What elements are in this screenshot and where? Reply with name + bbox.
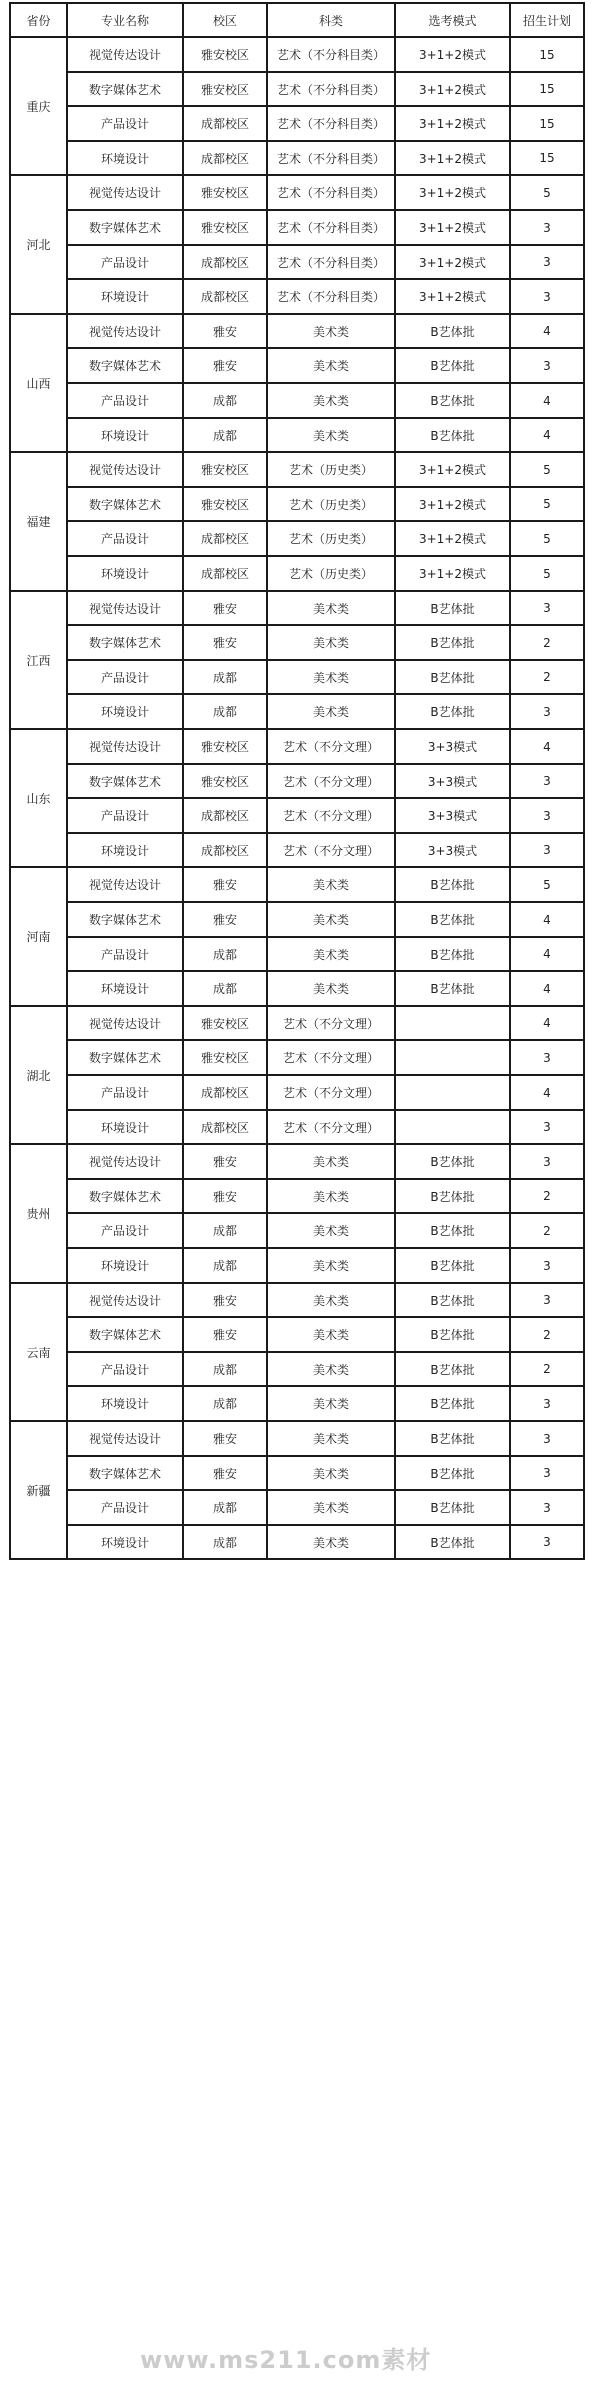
quota-cell: 5 bbox=[511, 868, 585, 903]
campus-cell: 雅安 bbox=[184, 592, 268, 626]
campus-cell: 成都 bbox=[184, 384, 268, 419]
exam-mode-cell: 3+3模式 bbox=[396, 765, 511, 799]
quota-cell: 4 bbox=[511, 1076, 585, 1111]
major-cell: 产品设计 bbox=[68, 384, 184, 419]
campus-cell: 雅安校区 bbox=[184, 1041, 268, 1076]
campus-cell: 成都校区 bbox=[184, 557, 268, 592]
quota-cell: 3 bbox=[511, 695, 585, 730]
quota-cell: 2 bbox=[511, 1214, 585, 1249]
exam-mode-cell bbox=[396, 1111, 511, 1145]
major-cell: 环境设计 bbox=[68, 280, 184, 315]
major-cell: 视觉传达设计 bbox=[68, 453, 184, 488]
category-cell: 艺术（历史类） bbox=[268, 488, 396, 522]
category-cell: 艺术（不分科目类） bbox=[268, 246, 396, 280]
category-cell: 美术类 bbox=[268, 384, 396, 419]
category-cell: 美术类 bbox=[268, 695, 396, 730]
quota-cell: 5 bbox=[511, 557, 585, 592]
province-cell: 山西 bbox=[9, 315, 68, 453]
quota-cell: 3 bbox=[511, 280, 585, 315]
exam-mode-cell: 3+1+2模式 bbox=[396, 488, 511, 522]
campus-cell: 雅安校区 bbox=[184, 1007, 268, 1041]
exam-mode-cell: B艺体批 bbox=[396, 903, 511, 938]
exam-mode-cell: B艺体批 bbox=[396, 1457, 511, 1491]
category-cell: 美术类 bbox=[268, 972, 396, 1007]
campus-cell: 雅安 bbox=[184, 1180, 268, 1214]
category-cell: 美术类 bbox=[268, 349, 396, 384]
quota-cell: 3 bbox=[511, 765, 585, 799]
campus-cell: 雅安 bbox=[184, 1284, 268, 1318]
campus-cell: 成都校区 bbox=[184, 280, 268, 315]
province-cell: 河南 bbox=[9, 868, 68, 1007]
exam-mode-cell: B艺体批 bbox=[396, 1214, 511, 1249]
exam-mode-cell: B艺体批 bbox=[396, 1491, 511, 1526]
quota-cell: 15 bbox=[511, 107, 585, 142]
major-cell: 数字媒体艺术 bbox=[68, 626, 184, 661]
campus-cell: 成都校区 bbox=[184, 246, 268, 280]
major-cell: 环境设计 bbox=[68, 1387, 184, 1422]
quota-cell: 3 bbox=[511, 799, 585, 834]
campus-cell: 成都 bbox=[184, 938, 268, 972]
major-cell: 数字媒体艺术 bbox=[68, 1457, 184, 1491]
exam-mode-cell: B艺体批 bbox=[396, 1526, 511, 1560]
exam-mode-cell: B艺体批 bbox=[396, 1284, 511, 1318]
quota-cell: 2 bbox=[511, 1353, 585, 1387]
header-campus: 校区 bbox=[184, 2, 268, 38]
category-cell: 美术类 bbox=[268, 592, 396, 626]
exam-mode-cell: B艺体批 bbox=[396, 1387, 511, 1422]
province-cell: 福建 bbox=[9, 453, 68, 592]
category-cell: 艺术（不分文理） bbox=[268, 765, 396, 799]
campus-cell: 成都校区 bbox=[184, 1111, 268, 1145]
category-cell: 艺术（不分文理） bbox=[268, 730, 396, 765]
quota-cell: 2 bbox=[511, 626, 585, 661]
exam-mode-cell: B艺体批 bbox=[396, 1353, 511, 1387]
major-cell: 环境设计 bbox=[68, 557, 184, 592]
exam-mode-cell: B艺体批 bbox=[396, 661, 511, 695]
exam-mode-cell: 3+1+2模式 bbox=[396, 176, 511, 211]
category-cell: 美术类 bbox=[268, 903, 396, 938]
major-cell: 产品设计 bbox=[68, 938, 184, 972]
exam-mode-cell: B艺体批 bbox=[396, 315, 511, 349]
watermark: www.ms211.com素材 bbox=[140, 2346, 432, 2374]
category-cell: 艺术（不分科目类） bbox=[268, 211, 396, 246]
campus-cell: 雅安 bbox=[184, 1457, 268, 1491]
major-cell: 视觉传达设计 bbox=[68, 1007, 184, 1041]
quota-cell: 4 bbox=[511, 419, 585, 453]
major-cell: 视觉传达设计 bbox=[68, 1284, 184, 1318]
exam-mode-cell: 3+1+2模式 bbox=[396, 453, 511, 488]
major-cell: 产品设计 bbox=[68, 1491, 184, 1526]
category-cell: 艺术（历史类） bbox=[268, 453, 396, 488]
major-cell: 视觉传达设计 bbox=[68, 592, 184, 626]
major-cell: 数字媒体艺术 bbox=[68, 903, 184, 938]
exam-mode-cell: 3+1+2模式 bbox=[396, 522, 511, 557]
category-cell: 艺术（不分文理） bbox=[268, 1007, 396, 1041]
campus-cell: 成都 bbox=[184, 1526, 268, 1560]
category-cell: 艺术（不分文理） bbox=[268, 799, 396, 834]
campus-cell: 成都校区 bbox=[184, 1076, 268, 1111]
exam-mode-cell bbox=[396, 1007, 511, 1041]
category-cell: 艺术（不分科目类） bbox=[268, 38, 396, 73]
major-cell: 环境设计 bbox=[68, 1249, 184, 1284]
campus-cell: 成都 bbox=[184, 972, 268, 1007]
exam-mode-cell: 3+1+2模式 bbox=[396, 142, 511, 176]
quota-cell: 4 bbox=[511, 315, 585, 349]
quota-cell: 3 bbox=[511, 349, 585, 384]
campus-cell: 雅安校区 bbox=[184, 211, 268, 246]
exam-mode-cell bbox=[396, 1076, 511, 1111]
exam-mode-cell bbox=[396, 1041, 511, 1076]
header-quota: 招生计划 bbox=[511, 2, 585, 38]
category-cell: 艺术（不分文理） bbox=[268, 834, 396, 868]
campus-cell: 成都校区 bbox=[184, 799, 268, 834]
campus-cell: 成都 bbox=[184, 1249, 268, 1284]
province-cell: 贵州 bbox=[9, 1145, 68, 1284]
major-cell: 环境设计 bbox=[68, 1526, 184, 1560]
campus-cell: 成都 bbox=[184, 695, 268, 730]
exam-mode-cell: 3+1+2模式 bbox=[396, 38, 511, 73]
major-cell: 产品设计 bbox=[68, 661, 184, 695]
major-cell: 视觉传达设计 bbox=[68, 176, 184, 211]
major-cell: 数字媒体艺术 bbox=[68, 488, 184, 522]
exam-mode-cell: B艺体批 bbox=[396, 384, 511, 419]
quota-cell: 3 bbox=[511, 592, 585, 626]
exam-mode-cell: 3+3模式 bbox=[396, 799, 511, 834]
quota-cell: 3 bbox=[511, 246, 585, 280]
quota-cell: 3 bbox=[511, 1387, 585, 1422]
quota-cell: 3 bbox=[511, 1145, 585, 1180]
major-cell: 视觉传达设计 bbox=[68, 868, 184, 903]
exam-mode-cell: B艺体批 bbox=[396, 695, 511, 730]
quota-cell: 3 bbox=[511, 1041, 585, 1076]
category-cell: 艺术（历史类） bbox=[268, 557, 396, 592]
category-cell: 美术类 bbox=[268, 1284, 396, 1318]
campus-cell: 雅安 bbox=[184, 868, 268, 903]
major-cell: 数字媒体艺术 bbox=[68, 73, 184, 107]
major-cell: 视觉传达设计 bbox=[68, 1145, 184, 1180]
exam-mode-cell: B艺体批 bbox=[396, 938, 511, 972]
major-cell: 数字媒体艺术 bbox=[68, 349, 184, 384]
header-category: 科类 bbox=[268, 2, 396, 38]
category-cell: 美术类 bbox=[268, 1526, 396, 1560]
exam-mode-cell: 3+1+2模式 bbox=[396, 73, 511, 107]
province-cell: 江西 bbox=[9, 592, 68, 730]
category-cell: 美术类 bbox=[268, 938, 396, 972]
province-cell: 湖北 bbox=[9, 1007, 68, 1145]
campus-cell: 雅安 bbox=[184, 315, 268, 349]
category-cell: 艺术（历史类） bbox=[268, 522, 396, 557]
campus-cell: 成都校区 bbox=[184, 834, 268, 868]
campus-cell: 雅安 bbox=[184, 1318, 268, 1353]
campus-cell: 成都校区 bbox=[184, 107, 268, 142]
quota-cell: 3 bbox=[511, 1284, 585, 1318]
category-cell: 艺术（不分科目类） bbox=[268, 107, 396, 142]
exam-mode-cell: B艺体批 bbox=[396, 1249, 511, 1284]
header-province: 省份 bbox=[9, 2, 68, 38]
category-cell: 美术类 bbox=[268, 868, 396, 903]
major-cell: 数字媒体艺术 bbox=[68, 211, 184, 246]
major-cell: 环境设计 bbox=[68, 834, 184, 868]
major-cell: 视觉传达设计 bbox=[68, 730, 184, 765]
major-cell: 环境设计 bbox=[68, 695, 184, 730]
quota-cell: 3 bbox=[511, 1249, 585, 1284]
exam-mode-cell: 3+3模式 bbox=[396, 730, 511, 765]
quota-cell: 3 bbox=[511, 1422, 585, 1457]
quota-cell: 5 bbox=[511, 522, 585, 557]
exam-mode-cell: 3+1+2模式 bbox=[396, 246, 511, 280]
major-cell: 数字媒体艺术 bbox=[68, 1180, 184, 1214]
campus-cell: 雅安 bbox=[184, 903, 268, 938]
exam-mode-cell: B艺体批 bbox=[396, 349, 511, 384]
category-cell: 艺术（不分文理） bbox=[268, 1111, 396, 1145]
quota-cell: 15 bbox=[511, 73, 585, 107]
province-cell: 新疆 bbox=[9, 1422, 68, 1560]
exam-mode-cell: B艺体批 bbox=[396, 1145, 511, 1180]
major-cell: 产品设计 bbox=[68, 522, 184, 557]
category-cell: 美术类 bbox=[268, 1145, 396, 1180]
quota-cell: 3 bbox=[511, 1526, 585, 1560]
header-exam-mode: 选考模式 bbox=[396, 2, 511, 38]
major-cell: 视觉传达设计 bbox=[68, 315, 184, 349]
major-cell: 产品设计 bbox=[68, 1214, 184, 1249]
quota-cell: 4 bbox=[511, 730, 585, 765]
category-cell: 美术类 bbox=[268, 626, 396, 661]
campus-cell: 雅安校区 bbox=[184, 453, 268, 488]
campus-cell: 雅安校区 bbox=[184, 765, 268, 799]
quota-cell: 3 bbox=[511, 1111, 585, 1145]
exam-mode-cell: B艺体批 bbox=[396, 972, 511, 1007]
major-cell: 数字媒体艺术 bbox=[68, 765, 184, 799]
campus-cell: 雅安 bbox=[184, 626, 268, 661]
major-cell: 产品设计 bbox=[68, 1353, 184, 1387]
category-cell: 美术类 bbox=[268, 1249, 396, 1284]
major-cell: 环境设计 bbox=[68, 419, 184, 453]
quota-cell: 4 bbox=[511, 1007, 585, 1041]
quota-cell: 4 bbox=[511, 938, 585, 972]
quota-cell: 2 bbox=[511, 1180, 585, 1214]
campus-cell: 雅安 bbox=[184, 349, 268, 384]
category-cell: 美术类 bbox=[268, 1491, 396, 1526]
campus-cell: 成都 bbox=[184, 1387, 268, 1422]
exam-mode-cell: B艺体批 bbox=[396, 868, 511, 903]
exam-mode-cell: B艺体批 bbox=[396, 419, 511, 453]
category-cell: 艺术（不分文理） bbox=[268, 1076, 396, 1111]
campus-cell: 成都校区 bbox=[184, 522, 268, 557]
campus-cell: 雅安 bbox=[184, 1422, 268, 1457]
exam-mode-cell: 3+1+2模式 bbox=[396, 280, 511, 315]
campus-cell: 成都校区 bbox=[184, 142, 268, 176]
province-cell: 云南 bbox=[9, 1284, 68, 1422]
quota-cell: 3 bbox=[511, 211, 585, 246]
quota-cell: 4 bbox=[511, 903, 585, 938]
exam-mode-cell: B艺体批 bbox=[396, 1318, 511, 1353]
category-cell: 美术类 bbox=[268, 1318, 396, 1353]
exam-mode-cell: 3+3模式 bbox=[396, 834, 511, 868]
campus-cell: 雅安校区 bbox=[184, 176, 268, 211]
quota-cell: 3 bbox=[511, 1457, 585, 1491]
quota-cell: 4 bbox=[511, 384, 585, 419]
category-cell: 美术类 bbox=[268, 1457, 396, 1491]
exam-mode-cell: 3+1+2模式 bbox=[396, 107, 511, 142]
category-cell: 美术类 bbox=[268, 1353, 396, 1387]
exam-mode-cell: B艺体批 bbox=[396, 592, 511, 626]
campus-cell: 成都 bbox=[184, 419, 268, 453]
major-cell: 视觉传达设计 bbox=[68, 1422, 184, 1457]
major-cell: 环境设计 bbox=[68, 972, 184, 1007]
major-cell: 环境设计 bbox=[68, 1111, 184, 1145]
major-cell: 产品设计 bbox=[68, 799, 184, 834]
province-cell: 山东 bbox=[9, 730, 68, 868]
quota-cell: 2 bbox=[511, 661, 585, 695]
campus-cell: 雅安 bbox=[184, 1145, 268, 1180]
major-cell: 产品设计 bbox=[68, 1076, 184, 1111]
major-cell: 数字媒体艺术 bbox=[68, 1318, 184, 1353]
exam-mode-cell: 3+1+2模式 bbox=[396, 557, 511, 592]
campus-cell: 雅安校区 bbox=[184, 38, 268, 73]
campus-cell: 成都 bbox=[184, 1491, 268, 1526]
exam-mode-cell: B艺体批 bbox=[396, 626, 511, 661]
quota-cell: 5 bbox=[511, 453, 585, 488]
major-cell: 产品设计 bbox=[68, 107, 184, 142]
category-cell: 艺术（不分科目类） bbox=[268, 142, 396, 176]
campus-cell: 成都 bbox=[184, 1214, 268, 1249]
exam-mode-cell: B艺体批 bbox=[396, 1422, 511, 1457]
category-cell: 美术类 bbox=[268, 315, 396, 349]
quota-cell: 4 bbox=[511, 972, 585, 1007]
category-cell: 艺术（不分科目类） bbox=[268, 280, 396, 315]
quota-cell: 2 bbox=[511, 1318, 585, 1353]
major-cell: 视觉传达设计 bbox=[68, 38, 184, 73]
quota-cell: 15 bbox=[511, 38, 585, 73]
campus-cell: 雅安校区 bbox=[184, 73, 268, 107]
province-cell: 河北 bbox=[9, 176, 68, 315]
exam-mode-cell: 3+1+2模式 bbox=[396, 211, 511, 246]
category-cell: 艺术（不分科目类） bbox=[268, 176, 396, 211]
campus-cell: 雅安校区 bbox=[184, 488, 268, 522]
major-cell: 产品设计 bbox=[68, 246, 184, 280]
major-cell: 环境设计 bbox=[68, 142, 184, 176]
category-cell: 美术类 bbox=[268, 1214, 396, 1249]
exam-mode-cell: B艺体批 bbox=[396, 1180, 511, 1214]
category-cell: 美术类 bbox=[268, 661, 396, 695]
campus-cell: 成都 bbox=[184, 661, 268, 695]
campus-cell: 成都 bbox=[184, 1353, 268, 1387]
quota-cell: 5 bbox=[511, 488, 585, 522]
category-cell: 艺术（不分文理） bbox=[268, 1041, 396, 1076]
major-cell: 数字媒体艺术 bbox=[68, 1041, 184, 1076]
header-major: 专业名称 bbox=[68, 2, 184, 38]
quota-cell: 3 bbox=[511, 1491, 585, 1526]
category-cell: 艺术（不分科目类） bbox=[268, 73, 396, 107]
campus-cell: 雅安校区 bbox=[184, 730, 268, 765]
quota-cell: 15 bbox=[511, 142, 585, 176]
category-cell: 美术类 bbox=[268, 1180, 396, 1214]
category-cell: 美术类 bbox=[268, 1387, 396, 1422]
quota-cell: 3 bbox=[511, 834, 585, 868]
quota-cell: 5 bbox=[511, 176, 585, 211]
category-cell: 美术类 bbox=[268, 419, 396, 453]
province-cell: 重庆 bbox=[9, 38, 68, 176]
category-cell: 美术类 bbox=[268, 1422, 396, 1457]
